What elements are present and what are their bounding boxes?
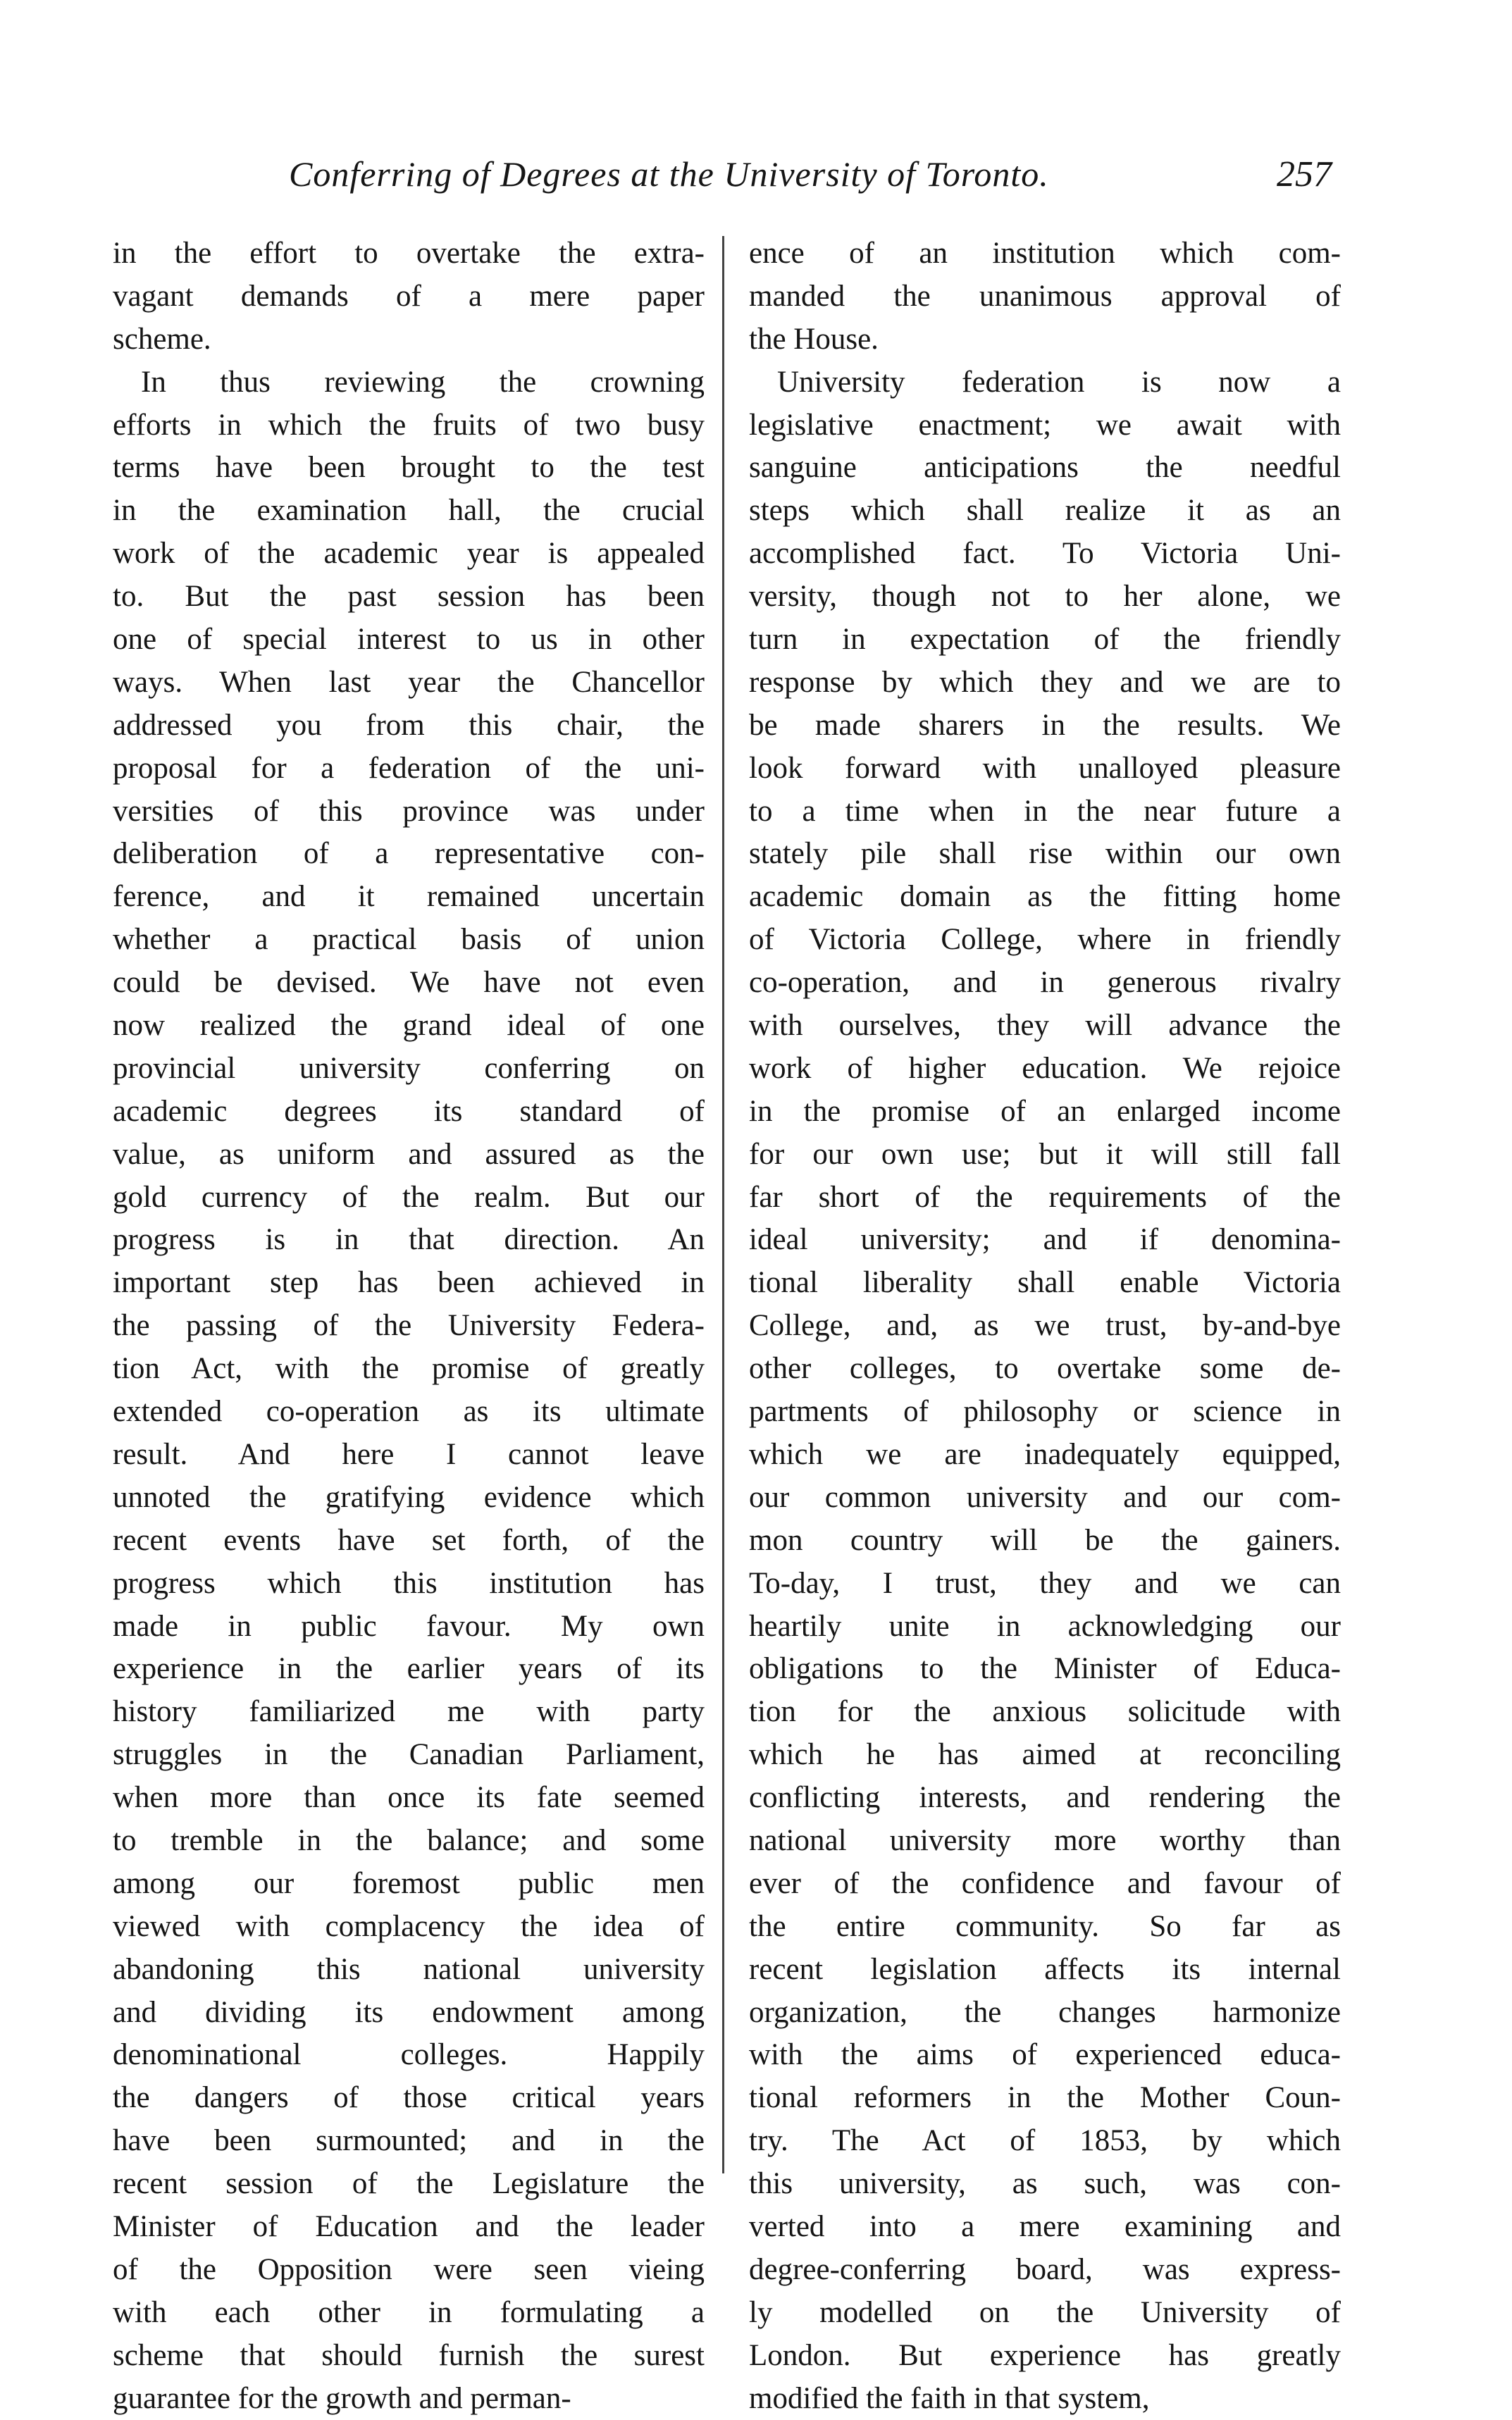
text-line: conflicting interests, and rendering the xyxy=(749,1781,1341,1815)
text-line: could be devised. We have not even xyxy=(113,966,705,1000)
text-line: terms have been brought to the test xyxy=(113,451,705,485)
text-line: ference, and it remained uncertain xyxy=(113,880,705,914)
text-line: versities of this province was under xyxy=(113,794,705,828)
text-line: To-day, I trust, they and we can xyxy=(749,1566,1341,1600)
text-line: to tremble in the balance; and some xyxy=(113,1823,705,1857)
text-line: the House. xyxy=(749,322,879,356)
text-line: academic degrees its standard of xyxy=(113,1094,705,1128)
text-line: struggles in the Canadian Parliament, xyxy=(113,1738,705,1772)
text-line: made in public favour. My own xyxy=(113,1609,705,1643)
text-line: other colleges, to overtake some de- xyxy=(749,1352,1341,1386)
text-line: gold currency of the realm. But our xyxy=(113,1180,705,1214)
text-line: progress which this institution has xyxy=(113,1566,705,1600)
column-divider xyxy=(722,236,724,2173)
text-line: scheme that should furnish the surest xyxy=(113,2338,705,2372)
text-line: College, and, as we trust, by-and-bye xyxy=(749,1309,1341,1343)
text-line: recent events have set forth, of the xyxy=(113,1523,705,1557)
text-line: modified the faith in that system, xyxy=(749,2381,1150,2415)
text-line: with ourselves, they will advance the xyxy=(749,1009,1341,1043)
text-line: and dividing its endowment among xyxy=(113,1995,705,2029)
text-line: the passing of the University Federa- xyxy=(113,1309,705,1343)
text-line: addressed you from this chair, the xyxy=(113,708,705,742)
text-line: abandoning this national university xyxy=(113,1952,705,1986)
text-line: in the promise of an enlarged income xyxy=(749,1094,1341,1128)
text-line: University federation is now a xyxy=(777,365,1341,399)
text-line: which he has aimed at reconciling xyxy=(749,1738,1341,1772)
text-line: deliberation of a representative con- xyxy=(113,837,705,871)
text-line: history familiarized me with party xyxy=(113,1695,705,1729)
text-line: for our own use; but it will still fall xyxy=(749,1137,1341,1171)
text-line: proposal for a federation of the uni- xyxy=(113,751,705,785)
text-line: the dangers of those critical years xyxy=(113,2081,705,2115)
text-line: mon country will be the gainers. xyxy=(749,1523,1341,1557)
text-line: turn in expectation of the friendly xyxy=(749,623,1341,657)
text-line: our common university and our com- xyxy=(749,1480,1341,1514)
text-line: be made sharers in the results. We xyxy=(749,708,1341,742)
text-line: efforts in which the fruits of two busy xyxy=(113,408,705,442)
text-line: viewed with complacency the idea of xyxy=(113,1909,705,1943)
text-line: academic domain as the fitting home xyxy=(749,880,1341,914)
page-number: 257 xyxy=(1277,154,1332,194)
text-line: this university, as such, was con- xyxy=(749,2167,1341,2201)
text-line: important step has been achieved in xyxy=(113,1266,705,1300)
text-line: when more than once its fate seemed xyxy=(113,1781,705,1815)
text-line: work of higher education. We rejoice xyxy=(749,1051,1341,1085)
running-head xyxy=(113,154,1332,203)
text-line: ideal university; and if denomina- xyxy=(749,1223,1341,1257)
text-line: ways. When last year the Chancellor xyxy=(113,665,705,699)
text-line: accomplished fact. To Victoria Uni- xyxy=(749,537,1341,571)
text-line: organization, the changes harmonize xyxy=(749,1995,1341,2029)
text-line: provincial university conferring on xyxy=(113,1051,705,1085)
text-line: now realized the grand ideal of one xyxy=(113,1009,705,1043)
text-line: versity, though not to her alone, we xyxy=(749,580,1341,614)
text-line: legislative enactment; we await with xyxy=(749,408,1341,442)
text-line: national university more worthy than xyxy=(749,1823,1341,1857)
text-line: steps which shall realize it as an xyxy=(749,494,1341,528)
text-line: of the Opposition were seen vieing xyxy=(113,2252,705,2286)
text-line: tional liberality shall enable Victoria xyxy=(749,1266,1341,1300)
text-line: London. But experience has greatly xyxy=(749,2338,1341,2372)
text-line: with each other in formulating a xyxy=(113,2295,705,2329)
text-line: experience in the earlier years of its xyxy=(113,1652,705,1686)
text-line: vagant demands of a mere paper xyxy=(113,279,705,313)
text-line: partments of philosophy or science in xyxy=(749,1395,1341,1429)
text-line: tional reformers in the Mother Coun- xyxy=(749,2081,1341,2115)
text-line: obligations to the Minister of Educa- xyxy=(749,1652,1341,1686)
text-line: result. And here I cannot leave xyxy=(113,1437,705,1471)
text-line: recent legislation affects its internal xyxy=(749,1952,1341,1986)
running-title: Conferring of Degrees at the University of Toronto. xyxy=(289,154,1049,194)
text-line: denominational colleges. Happily xyxy=(113,2038,705,2072)
text-line: ly modelled on the University of xyxy=(749,2295,1341,2329)
text-line: verted into a mere examining and xyxy=(749,2209,1341,2243)
text-line: manded the unanimous approval of xyxy=(749,279,1341,313)
text-line: degree-conferring board, was express- xyxy=(749,2252,1341,2286)
text-line: ever of the confidence and favour of xyxy=(749,1866,1341,1900)
text-line: scheme. xyxy=(113,322,211,356)
text-line: response by which they and we are to xyxy=(749,665,1341,699)
text-line: in the effort to overtake the extra- xyxy=(113,237,705,270)
text-line: work of the academic year is appealed xyxy=(113,537,705,571)
text-line: try. The Act of 1853, by which xyxy=(749,2124,1341,2158)
left-column xyxy=(113,232,705,2420)
text-line: co-operation, and in generous rivalry xyxy=(749,966,1341,1000)
text-line: unnoted the gratifying evidence which xyxy=(113,1480,705,1514)
text-line: of Victoria College, where in friendly xyxy=(749,923,1341,957)
text-line: with the aims of experienced educa- xyxy=(749,2038,1341,2072)
text-line: extended co-operation as its ultimate xyxy=(113,1395,705,1429)
text-line: one of special interest to us in other xyxy=(113,623,705,657)
text-line: look forward with unalloyed pleasure xyxy=(749,751,1341,785)
text-line: whether a practical basis of union xyxy=(113,923,705,957)
text-line: the entire community. So far as xyxy=(749,1909,1341,1943)
text-line: in the examination hall, the crucial xyxy=(113,494,705,528)
text-line: Minister of Education and the leader xyxy=(113,2209,705,2243)
text-line: sanguine anticipations the needful xyxy=(749,451,1341,485)
text-line: recent session of the Legislature the xyxy=(113,2167,705,2201)
text-line: progress is in that direction. An xyxy=(113,1223,705,1257)
text-line: value, as uniform and assured as the xyxy=(113,1137,705,1171)
text-line: among our foremost public men xyxy=(113,1866,705,1900)
text-line: have been surmounted; and in the xyxy=(113,2124,705,2158)
text-line: ence of an institution which com- xyxy=(749,237,1341,270)
text-line: tion for the anxious solicitude with xyxy=(749,1695,1341,1729)
text-line: which we are inadequately equipped, xyxy=(749,1437,1341,1471)
right-column xyxy=(749,232,1341,2420)
text-line: heartily unite in acknowledging our xyxy=(749,1609,1341,1643)
text-line: stately pile shall rise within our own xyxy=(749,837,1341,871)
text-line: tion Act, with the promise of greatly xyxy=(113,1352,705,1386)
text-line: to a time when in the near future a xyxy=(749,794,1341,828)
text-line: to. But the past session has been xyxy=(113,580,705,614)
text-line: In thus reviewing the crowning xyxy=(141,365,705,399)
text-line: far short of the requirements of the xyxy=(749,1180,1341,1214)
text-line: guarantee for the growth and perman- xyxy=(113,2381,571,2415)
